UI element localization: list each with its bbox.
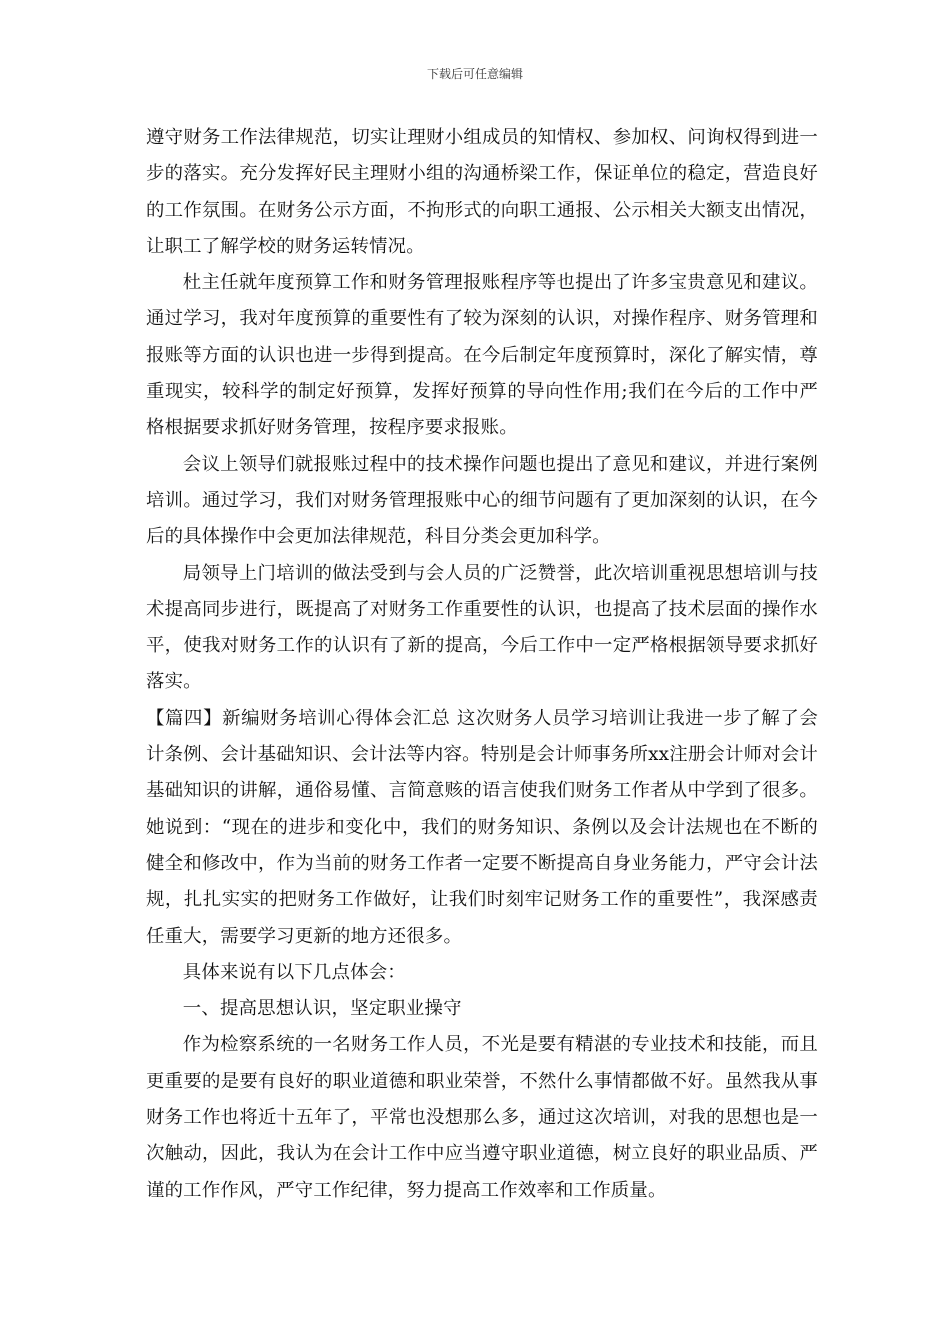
paragraph-professional-ethics: 作为检察系统的一名财务工作人员，不光是要有精湛的专业技术和技能，而且更重要的是要有良好的职业道德和职业荣誉，不然什么事情都做不好。虽然我从事财务工作也将近十五年了，平常也没想那么多，通过这次培训，对我的思想也是一次触动，因此，我认为在会计工作中应当遵守职业道德，树立良好的职业品质、严谨的工作作风，严守工作纪律，努力提高工作效率和工作质量。 [146,1034,818,1201]
section-heading-one: 一、提高思想认识，坚定职业操守 [182,998,462,1020]
paragraph-meeting: 会议上领导们就报账过程中的技术操作问题也提出了意见和建议，并进行案例培训。通过学习，我们对财务管理报账中心的细节问题有了更加深刻的认识，在今后的具体操作中会更加法律规范，科目分类会更加科学。 [146,453,818,548]
paragraph-leadership: 局领导上门培训的做法受到与会人员的广泛赞誉，此次培训重视思想培训与技术提高同步进行，既提高了对财务工作重要性的认识，也提高了技术层面的操作水平，使我对财务工作的认识有了新的提高，今后工作中一定严格根据领导要求抓好落实。 [146,562,818,693]
paragraph-continuation: 遵守财务工作法律规范，切实让理财小组成员的知情权、参加权、问询权得到进一步的落实。充分发挥好民主理财小组的沟通桥梁工作，保证单位的稳定，营造良好的工作氛围。在财务公示方面，不拘形式的向职工通报、公示相关大额支出情况，让职工了解学校的财务运转情况。 [146,127,818,257]
paragraph-section-four: 【篇四】新编财务培训心得体会汇总 这次财务人员学习培训让我进一步了解了会计条例、会计基础知识、会计法等内容。特别是会计师事务所xx注册会计师对会计基础知识的讲解，通俗易懂、言简意赅的语言使我们财务工作者从中学到了很多。她说到：“现在的进步和变化中，我们的财务知识、条例以及会计法规也在不断的健全和修改中，作为当前的财务工作者一定要不断提高自身业务能力，严守会计法规，扎扎实实的把财务工作做好，让我们时刻牢记财务工作的重要性”，我深感责任重大，需要学习更新的地方还很多。 [146,707,818,947]
paragraph-budget: 杜主任就年度预算工作和财务管理报账程序等也提出了许多宝贵意见和建议。通过学习，我对年度预算的重要性有了较为深刻的认识，对操作程序、财务管理和报账等方面的认识也进一步得到提高。在今后制定年度预算时，深化了解实情，尊重现实，较科学的制定好预算，发挥好预算的导向性作用;我们在今后的工作中严格根据要求抓好财务管理，按程序要求报账。 [146,272,818,439]
document-body [146,120,818,1209]
paragraph-intro-points: 具体来说有以下几点体会： [182,961,406,983]
page-header-note: 下载后可任意编辑 [426,67,523,81]
